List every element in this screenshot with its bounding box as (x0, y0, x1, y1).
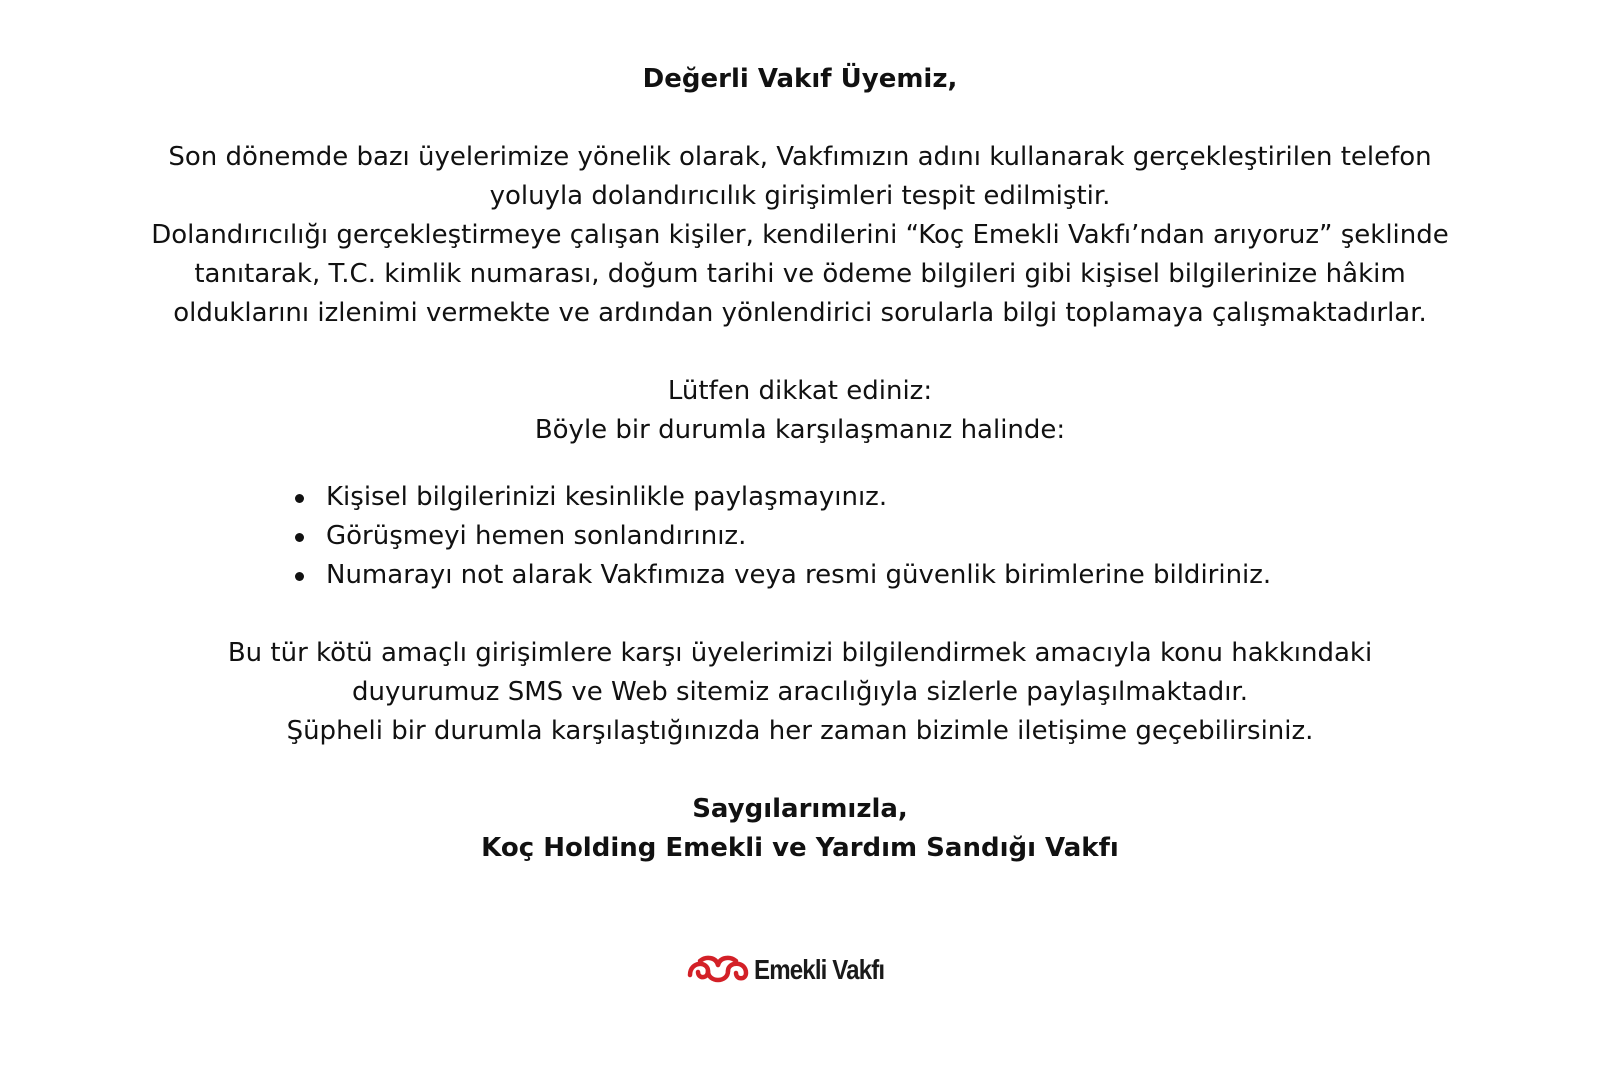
closing: Saygılarımızla, (692, 794, 908, 824)
paragraph1-line-4: tanıtarak, T.C. kimlik numarası, doğum tarihi ve ödeme bilgileri gibi kişisel bilgilerinize hâkim (194, 259, 1406, 289)
situation-label: Böyle bir durumla karşılaşmanız halinde: (534, 415, 1066, 445)
logo-text: Emekli Vakfı (754, 954, 885, 985)
list-item: Numarayı not alarak Vakfımıza veya resmi güvenlik birimlerine bildiriniz. (293, 556, 1493, 595)
wave-logo-icon (686, 953, 750, 987)
bullet-icon (295, 572, 304, 581)
bullet-icon (295, 533, 304, 542)
signature: Koç Holding Emekli ve Yardım Sandığı Vakfı (481, 833, 1119, 863)
advice-list (293, 478, 1493, 595)
paragraph2-line-2: duyurumuz SMS ve Web sitemiz aracılığıyla sizlerle paylaşılmaktadır. (351, 677, 1249, 707)
greeting: Değerli Vakıf Üyemiz, (642, 64, 958, 94)
paragraph1-line-3: Dolandırıcılığı gerçekleştirmeye çalışan kişiler, kendilerini “Koç Emekli Vakfı’ndan arıyoruz” şeklinde (151, 220, 1449, 250)
list-item: Kişisel bilgilerinizi kesinlikle paylaşmayınız. (293, 478, 1493, 517)
list-item: Görüşmeyi hemen sonlandırınız. (293, 517, 1493, 556)
paragraph1-line-2: yoluyla dolandırıcılık girişimleri tespit edilmiştir. (489, 181, 1111, 211)
paragraph1-line-5: olduklarını izlenimi vermekte ve ardından yönlendirici sorularla bilgi toplamaya çalışmaktadırlar. (173, 298, 1427, 328)
attention-label: Lütfen dikkat ediniz: (667, 376, 933, 406)
emekli-vakfi-logo (686, 950, 905, 990)
paragraph1-line-1: Son dönemde bazı üyelerimize yönelik olarak, Vakfımızın adını kullanarak gerçekleştirilen telefon (168, 142, 1432, 172)
bullet-icon (295, 494, 304, 503)
paragraph2-line-1: Bu tür kötü amaçlı girişimlere karşı üyelerimizi bilgilendirmek amacıyla konu hakkındaki (227, 638, 1373, 668)
paragraph2-line-3: Şüpheli bir durumla karşılaştığınızda her zaman bizimle iletişime geçebilirsiniz. (286, 716, 1314, 746)
fraud-warning-notice (0, 60, 1600, 868)
